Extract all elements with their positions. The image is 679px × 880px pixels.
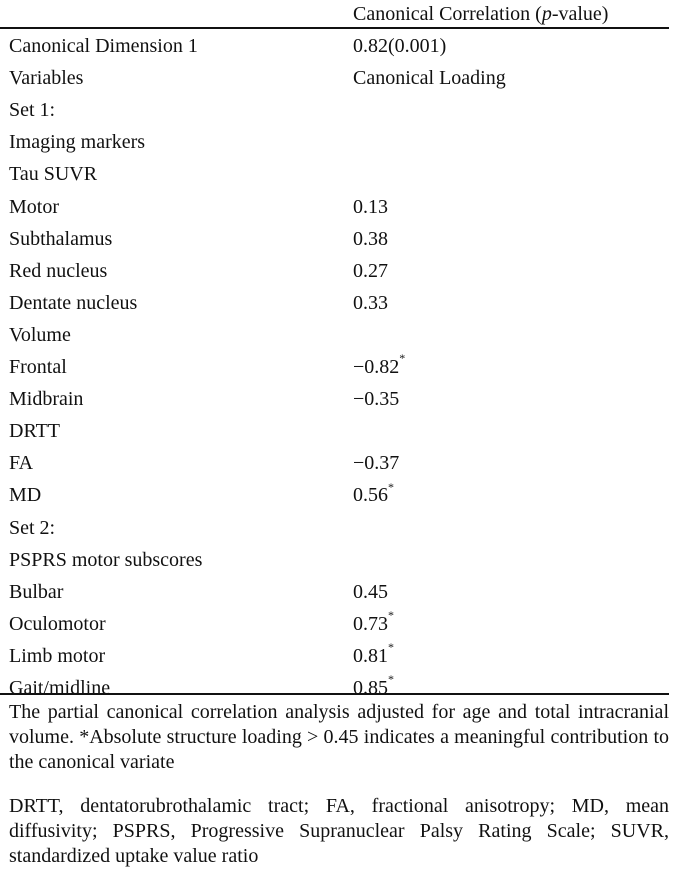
row-label: FA: [9, 452, 34, 475]
row-label: Tau SUVR: [9, 163, 98, 186]
row-value-cell: [353, 451, 399, 475]
footnote-abbreviations: DRTT, dentatorubrothalamic tract; FA, fractional anisotropy; MD, mean diffusivity; PSPRS, Progressive Supranuclear Palsy Rating Scale; SUVR, standardized uptake value ratio: [9, 795, 669, 867]
row-label: Midbrain: [9, 388, 84, 411]
row-label: Oculomotor: [9, 612, 106, 635]
row-value: 0.33: [353, 291, 388, 314]
footnote-analysis: The partial canonical correlation analysis adjusted for age and total intracranial volume. *Absolute structure loading > 0.45 indicates a meaningful contribution to the canonical variate: [9, 701, 669, 773]
table-row: [0, 66, 669, 90]
row-label: MD: [9, 484, 42, 507]
row-label: Limb motor: [9, 644, 106, 667]
row-label: Set 1:: [9, 99, 56, 122]
table-row: [0, 227, 669, 251]
table-row: [0, 195, 669, 219]
row-value-cell: [353, 672, 394, 700]
row-value: −0.37: [353, 452, 400, 475]
row-value: −0.82: [353, 356, 400, 378]
table-row: [0, 451, 669, 475]
significance-star: *: [388, 672, 394, 687]
row-value-cell: [353, 227, 388, 251]
table-row: [0, 672, 669, 700]
table-row: [0, 259, 669, 283]
row-value-cell: [353, 351, 406, 379]
row-value-cell: [353, 34, 446, 58]
row-value: 0.45: [353, 580, 388, 603]
row-value-cell: [353, 259, 388, 283]
table-row: [0, 162, 669, 186]
row-value-cell: [353, 479, 394, 507]
row-value: 0.27: [353, 259, 388, 282]
significance-star: *: [388, 640, 394, 655]
row-label: Volume: [9, 323, 71, 346]
table-row: [0, 548, 669, 572]
row-value: −0.35: [353, 388, 400, 411]
table-row: [0, 640, 669, 668]
table-row: [0, 323, 669, 347]
table-row: [0, 130, 669, 154]
row-value: 0.73: [353, 612, 388, 635]
row-label: Canonical Dimension 1: [9, 35, 198, 57]
table-row: [0, 479, 669, 507]
row-label: Variables: [9, 67, 84, 90]
row-label: PSPRS motor subscores: [9, 548, 203, 571]
table-row: [0, 608, 669, 636]
row-label: Imaging markers: [9, 131, 146, 154]
column-header-canonical-correlation: [353, 2, 608, 26]
row-value-cell: [353, 387, 399, 411]
table-top-rule: [0, 27, 669, 29]
row-value: 0.56: [353, 484, 388, 507]
table-row: [0, 516, 669, 540]
row-value: Canonical Loading: [353, 67, 506, 90]
significance-star: *: [399, 351, 406, 366]
row-value: 0.13: [353, 195, 388, 218]
row-value-cell: [353, 66, 506, 90]
table-row: [0, 34, 669, 58]
significance-star: *: [388, 479, 394, 494]
row-label: DRTT: [9, 420, 61, 443]
row-label: Subthalamus: [9, 227, 113, 250]
row-label: Frontal: [9, 356, 67, 378]
row-value-cell: [353, 640, 394, 668]
table-row: [0, 419, 669, 443]
table-row: [0, 580, 669, 604]
row-label: Dentate nucleus: [9, 291, 138, 314]
header-text: Canonical Correlation (: [353, 3, 542, 25]
row-value-cell: [353, 608, 394, 636]
table-row: [0, 351, 669, 379]
row-value-cell: [353, 195, 388, 219]
row-value-cell: [353, 291, 388, 315]
row-label: Set 2:: [9, 516, 56, 539]
header-p-italic: p: [541, 3, 552, 25]
row-label: Gait/midline: [9, 677, 111, 699]
row-label: Bulbar: [9, 580, 64, 603]
significance-star: *: [388, 608, 394, 623]
header-text-suffix: -value): [551, 3, 609, 25]
row-value: 0.82(0.001): [353, 35, 447, 57]
row-value: 0.85: [353, 677, 388, 699]
row-value-cell: [353, 580, 388, 604]
row-label: Red nucleus: [9, 259, 108, 282]
table-row: [0, 98, 669, 122]
row-label: Motor: [9, 195, 59, 218]
table-row: [0, 291, 669, 315]
row-value: 0.81: [353, 644, 388, 667]
table-bottom-rule: [0, 693, 669, 695]
table-row: [0, 387, 669, 411]
row-value: 0.38: [353, 227, 388, 250]
